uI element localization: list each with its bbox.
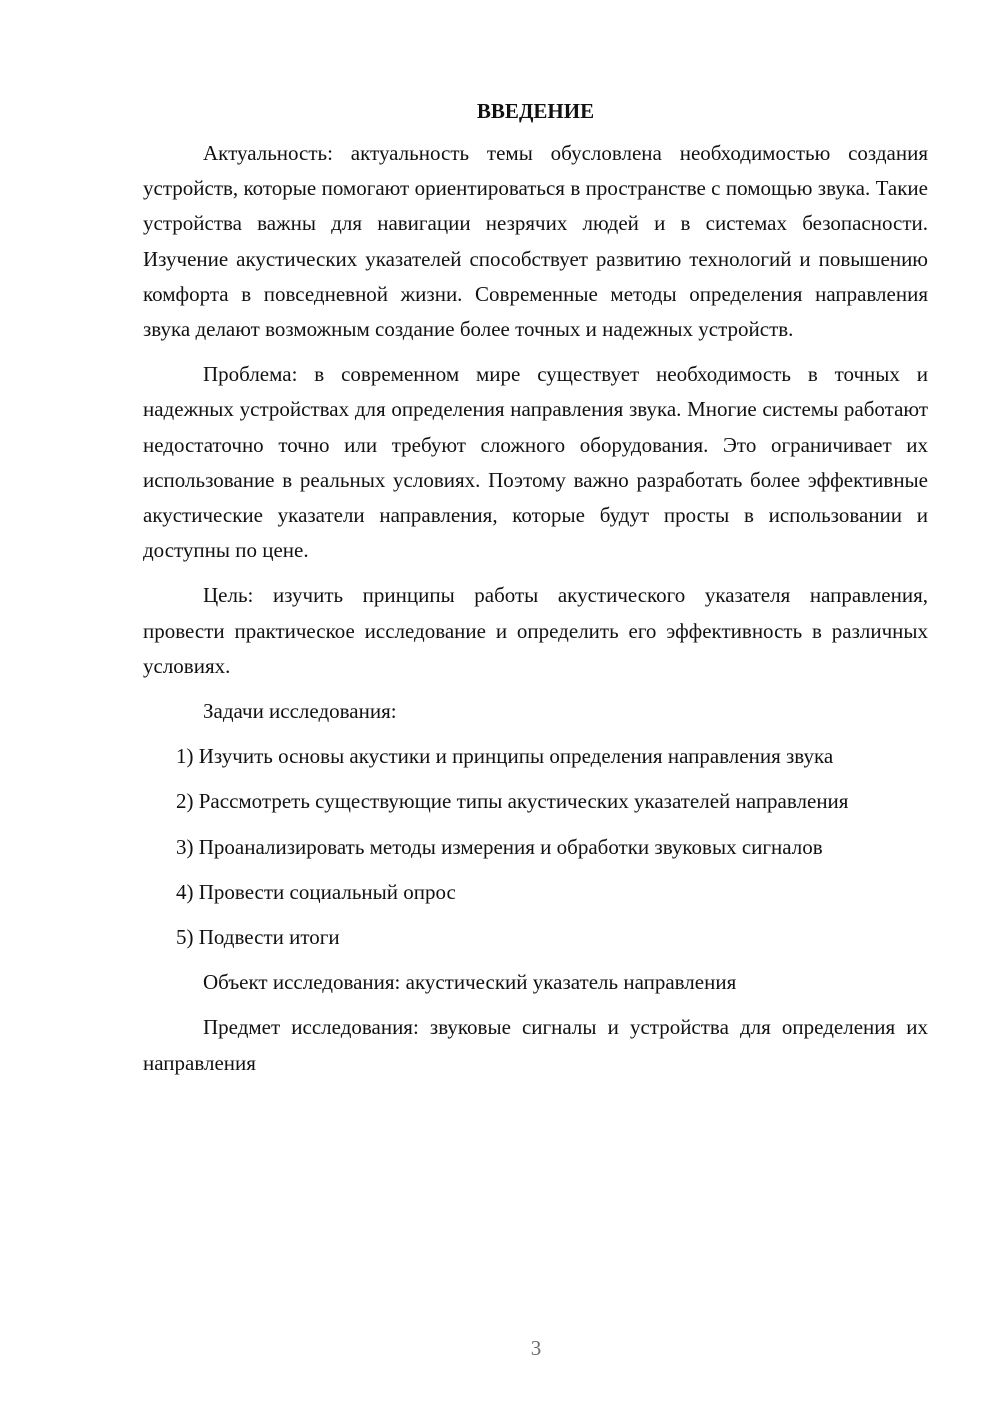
document-page: [143, 96, 928, 1091]
object-paragraph: Объект исследования: акустический указатель направления: [203, 970, 737, 995]
subject-paragraph: Предмет исследования: звуковые сигналы и устройства для определения их направления: [143, 1015, 928, 1075]
task-item-5: 5) Подвести итоги: [176, 925, 340, 950]
goal-paragraph: Цель: изучить принципы работы акустического указателя направления, провести практическое исследование и определить его эффективность в различных условиях.: [143, 583, 928, 678]
relevance-paragraph: Актуальность: актуальность темы обусловлена необходимостью создания устройств, которые помогают ориентироваться в пространстве с помощью звука. Такие устройства важны для навигации незрячих людей и в системах безопасности. Изучение акустических указателей способствует развитию технологий и повышению комфорта в повседневной жизни. Современные методы определения направления звука делают возможным создание более точных и надежных устройств.: [143, 141, 928, 342]
problem-paragraph: Проблема: в современном мире существует необходимость в точных и надежных устройствах для определения направления звука. Многие системы работают недостаточно точно или требуют сложного оборудования. Это ограничивает их использование в реальных условиях. Поэтому важно разработать более эффективные акустические указатели направления, которые будут просты в использовании и доступны по цене.: [143, 362, 928, 563]
task-item-1: 1) Изучить основы акустики и принципы определения направления звука: [176, 744, 834, 769]
page-number: 3: [530, 1336, 542, 1360]
tasks-heading: Задачи исследования:: [203, 699, 397, 724]
task-item-4: 4) Провести социальный опрос: [176, 879, 456, 904]
task-item-2: 2) Рассмотреть существующие типы акустических указателей направления: [176, 789, 849, 814]
task-item-3: 3) Проанализировать методы измерения и обработки звуковых сигналов: [176, 834, 823, 859]
section-title: ВВЕДЕНИЕ: [476, 99, 595, 123]
